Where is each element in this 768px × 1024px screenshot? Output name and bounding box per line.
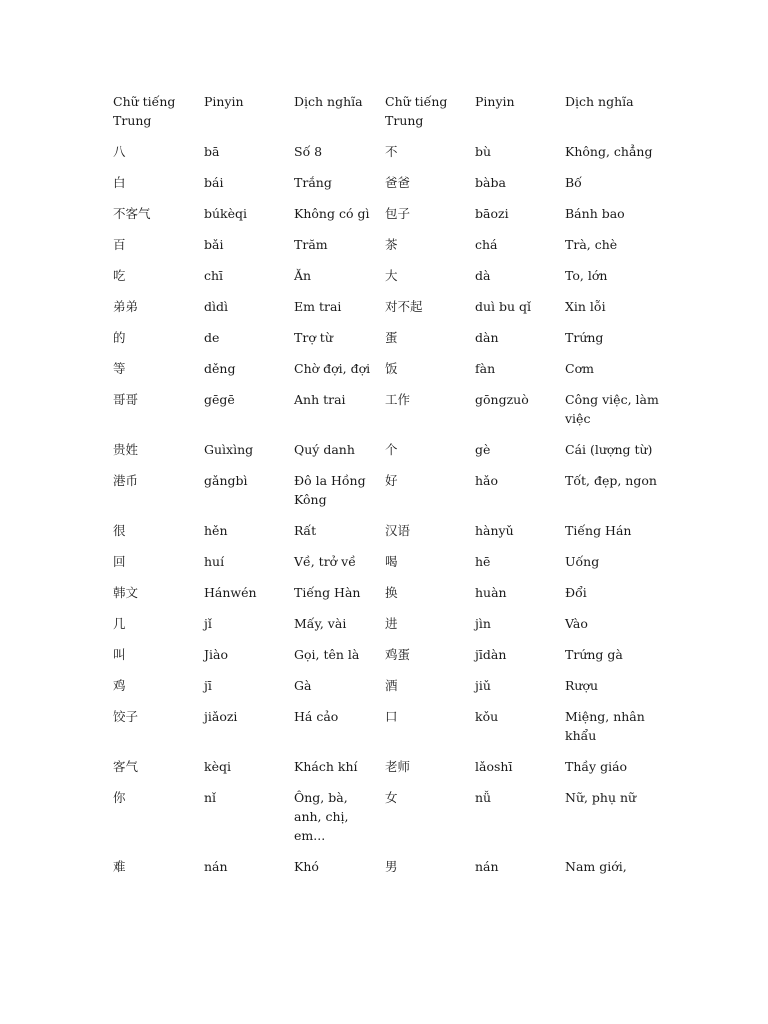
header-pinyin-2: Pinyin — [475, 94, 515, 109]
table-row — [110, 707, 670, 757]
cell-meaning: Anh trai — [294, 392, 346, 407]
cell-meaning: Gà — [294, 678, 312, 693]
cell-pinyin: jǐ — [204, 616, 212, 631]
cell-meaning: Tiếng Hán — [565, 523, 632, 538]
table-row — [110, 583, 670, 614]
cell-pinyin: kèqi — [204, 759, 231, 774]
cell-meaning: Gọi, tên là — [294, 647, 360, 662]
document-page — [110, 92, 670, 888]
cell-meaning: Tốt, đẹp, ngon — [565, 473, 657, 488]
cell-meaning: Há cảo — [294, 709, 339, 724]
cell-chinese: 叫 — [113, 647, 126, 662]
cell-pinyin: bàba — [475, 175, 506, 190]
cell-pinyin: huàn — [475, 585, 507, 600]
cell-pinyin: jiǎozi — [204, 709, 238, 724]
cell-meaning: Em trai — [294, 299, 342, 314]
cell-chinese: 你 — [113, 790, 126, 805]
cell-meaning: Về, trở về — [294, 554, 356, 569]
cell-chinese: 女 — [385, 790, 398, 805]
cell-pinyin: bái — [204, 175, 224, 190]
header-meaning-2: Dịch nghĩa — [565, 94, 634, 109]
cell-meaning: Cơm — [565, 361, 594, 376]
cell-meaning: Bố — [565, 175, 582, 190]
cell-meaning: Trứng gà — [565, 647, 623, 662]
cell-pinyin: fàn — [475, 361, 496, 376]
cell-pinyin: duì bu qǐ — [475, 299, 532, 314]
cell-meaning: Mấy, vài — [294, 616, 347, 631]
cell-meaning: Thầy giáo — [565, 759, 628, 774]
cell-chinese: 八 — [113, 144, 126, 159]
cell-pinyin: gǎngbì — [204, 473, 248, 488]
cell-meaning: Trợ từ — [294, 330, 333, 345]
table-header — [110, 92, 670, 142]
cell-chinese: 换 — [385, 585, 398, 600]
cell-chinese: 难 — [113, 859, 126, 874]
table-row — [110, 359, 670, 390]
cell-chinese: 个 — [385, 442, 398, 457]
cell-pinyin: kǒu — [475, 709, 499, 724]
cell-chinese: 港币 — [113, 473, 139, 488]
cell-meaning: Chờ đợi, đợi — [294, 361, 371, 376]
header-chinese-2: Chữ tiếng Trung — [385, 94, 448, 128]
cell-pinyin: Guìxìng — [204, 442, 254, 457]
cell-chinese: 喝 — [385, 554, 398, 569]
cell-meaning: Không, chẳng — [565, 144, 653, 159]
cell-meaning: Số 8 — [294, 144, 323, 159]
cell-pinyin: bù — [475, 144, 492, 159]
cell-chinese: 口 — [385, 709, 398, 724]
cell-chinese: 韩文 — [113, 585, 139, 600]
cell-pinyin: jiǔ — [475, 678, 491, 693]
cell-chinese: 汉语 — [385, 523, 411, 538]
table-row — [110, 440, 670, 471]
cell-chinese: 茶 — [385, 237, 398, 252]
table-row — [110, 204, 670, 235]
table-row — [110, 757, 670, 788]
cell-pinyin: nán — [204, 859, 228, 874]
table-row — [110, 857, 670, 888]
header-meaning-1: Dịch nghĩa — [294, 94, 363, 109]
cell-chinese: 对不起 — [385, 299, 423, 314]
cell-chinese: 蛋 — [385, 330, 398, 345]
cell-pinyin: hǎo — [475, 473, 499, 488]
cell-pinyin: lǎoshī — [475, 759, 513, 774]
cell-chinese: 男 — [385, 859, 398, 874]
table-row — [110, 552, 670, 583]
cell-meaning: Khách khí — [294, 759, 358, 774]
cell-meaning: To, lớn — [565, 268, 608, 283]
cell-pinyin: nǚ — [475, 790, 492, 805]
cell-chinese: 饭 — [385, 361, 398, 376]
cell-chinese: 吃 — [113, 268, 126, 283]
cell-chinese: 哥哥 — [113, 392, 139, 407]
cell-meaning: Rất — [294, 523, 317, 538]
cell-chinese: 不 — [385, 144, 398, 159]
table-row — [110, 297, 670, 328]
table-row — [110, 390, 670, 440]
cell-chinese: 弟弟 — [113, 299, 139, 314]
cell-meaning: Trà, chè — [565, 237, 618, 252]
table-row — [110, 142, 670, 173]
cell-chinese: 工作 — [385, 392, 411, 407]
cell-pinyin: jìn — [475, 616, 491, 631]
table-row — [110, 614, 670, 645]
cell-meaning: Uống — [565, 554, 600, 569]
cell-pinyin: nán — [475, 859, 499, 874]
table-row — [110, 471, 670, 521]
cell-meaning: Quý danh — [294, 442, 355, 457]
cell-chinese: 不客气 — [113, 206, 151, 221]
cell-chinese: 很 — [113, 523, 126, 538]
cell-pinyin: jī — [204, 678, 212, 693]
cell-pinyin: chī — [204, 268, 224, 283]
cell-pinyin: Hánwén — [204, 585, 257, 600]
cell-chinese: 老师 — [385, 759, 411, 774]
cell-chinese: 饺子 — [113, 709, 139, 724]
table-row — [110, 173, 670, 204]
cell-meaning: Trăm — [294, 237, 328, 252]
cell-meaning: Đổi — [565, 585, 587, 600]
table-row — [110, 676, 670, 707]
cell-pinyin: nǐ — [204, 790, 217, 805]
table-row — [110, 788, 670, 857]
cell-pinyin: búkèqi — [204, 206, 248, 221]
header-pinyin-1: Pinyin — [204, 94, 244, 109]
cell-pinyin: chá — [475, 237, 498, 252]
cell-pinyin: dìdì — [204, 299, 228, 314]
table-body — [110, 142, 670, 888]
cell-pinyin: hē — [475, 554, 491, 569]
cell-meaning: Đô la Hồng Kông — [294, 473, 366, 507]
cell-meaning: Trắng — [294, 175, 332, 190]
cell-pinyin: bā — [204, 144, 220, 159]
cell-pinyin: gēgē — [204, 392, 235, 407]
cell-chinese: 进 — [385, 616, 398, 631]
table-row — [110, 521, 670, 552]
cell-chinese: 包子 — [385, 206, 411, 221]
cell-chinese: 几 — [113, 616, 126, 631]
cell-meaning: Bánh bao — [565, 206, 625, 221]
cell-meaning: Cái (lượng từ) — [565, 442, 653, 457]
cell-meaning: Trứng — [565, 330, 604, 345]
cell-chinese: 鸡 — [113, 678, 126, 693]
cell-meaning: Công việc, làm việc — [565, 392, 659, 426]
cell-chinese: 大 — [385, 268, 398, 283]
cell-pinyin: Jiào — [204, 647, 228, 662]
cell-pinyin: bǎi — [204, 237, 224, 252]
cell-pinyin: huí — [204, 554, 225, 569]
header-row — [110, 92, 670, 142]
cell-chinese: 客气 — [113, 759, 139, 774]
cell-pinyin: jīdàn — [475, 647, 507, 662]
table-row — [110, 235, 670, 266]
cell-chinese: 贵姓 — [113, 442, 139, 457]
table-row — [110, 645, 670, 676]
cell-chinese: 爸爸 — [385, 175, 411, 190]
cell-meaning: Miệng, nhân khẩu — [565, 709, 645, 743]
cell-meaning: Nam giới, — [565, 859, 627, 874]
header-chinese-1: Chữ tiếng Trung — [113, 94, 176, 128]
cell-pinyin: hànyǔ — [475, 523, 514, 538]
cell-pinyin: gè — [475, 442, 491, 457]
cell-pinyin: dàn — [475, 330, 499, 345]
cell-chinese: 酒 — [385, 678, 398, 693]
cell-meaning: Khó — [294, 859, 319, 874]
cell-pinyin: děng — [204, 361, 236, 376]
cell-meaning: Rượu — [565, 678, 599, 693]
cell-meaning: Ăn — [294, 268, 312, 283]
cell-meaning: Xin lỗi — [565, 299, 606, 314]
cell-chinese: 百 — [113, 237, 126, 252]
vocabulary-table — [110, 92, 670, 888]
cell-pinyin: de — [204, 330, 220, 345]
cell-pinyin: gōngzuò — [475, 392, 529, 407]
cell-chinese: 鸡蛋 — [385, 647, 411, 662]
table-row — [110, 328, 670, 359]
cell-chinese: 等 — [113, 361, 126, 376]
cell-pinyin: bāozi — [475, 206, 509, 221]
cell-meaning: Vào — [565, 616, 588, 631]
cell-chinese: 回 — [113, 554, 126, 569]
cell-meaning: Tiếng Hàn — [294, 585, 361, 600]
cell-meaning: Không có gì — [294, 206, 370, 221]
table-row — [110, 266, 670, 297]
cell-pinyin: dà — [475, 268, 491, 283]
cell-chinese: 的 — [113, 330, 126, 345]
cell-meaning: Ông, bà, anh, chị, em... — [294, 790, 349, 843]
cell-meaning: Nữ, phụ nữ — [565, 790, 637, 805]
cell-chinese: 好 — [385, 473, 398, 488]
cell-pinyin: hěn — [204, 523, 228, 538]
cell-chinese: 白 — [113, 175, 126, 190]
